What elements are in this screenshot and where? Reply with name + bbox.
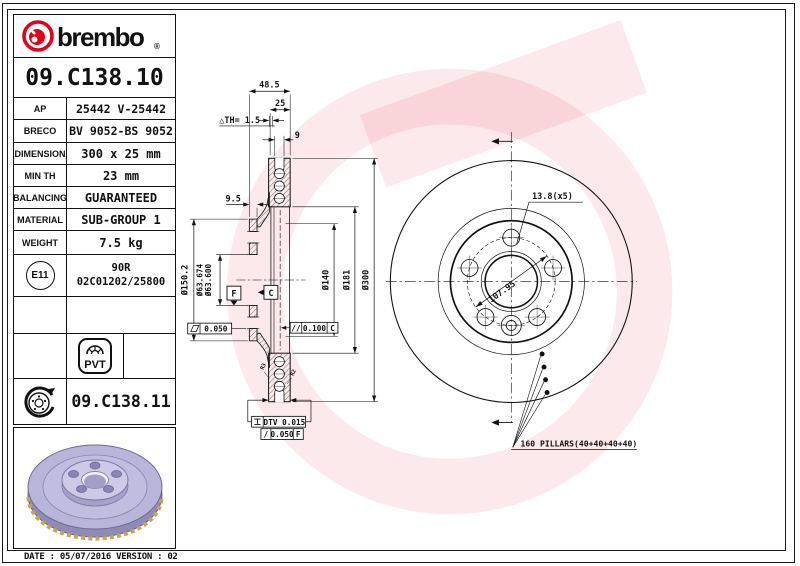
table-row-material <box>14 209 175 231</box>
brembo-watermark <box>255 20 647 486</box>
row-value: 25442 V-25442 <box>75 101 166 116</box>
row-value: GUARANTEED <box>84 190 158 205</box>
svg-text:PVT: PVT <box>84 359 106 371</box>
coated-disc-cell <box>14 379 67 424</box>
dim-wear-note: △TH= 1.5 <box>219 114 261 125</box>
row-label: AP <box>14 98 67 119</box>
svg-text:F: F <box>295 430 301 440</box>
dim-hole-dia: 13.8(x5) <box>532 191 573 202</box>
table-row-pvt <box>14 334 175 379</box>
technical-drawing <box>180 10 784 550</box>
dim-vane-width: 9 <box>294 130 300 141</box>
svg-text:C: C <box>268 287 274 298</box>
row-value: 300 x 25 mm <box>81 146 161 161</box>
coated-disc-icon <box>23 385 57 419</box>
row-value: 7.5 kg <box>99 235 143 250</box>
runout-callout <box>261 429 303 440</box>
dim-dia-band: Ø181 <box>341 269 352 291</box>
svg-text:0.050: 0.050 <box>204 324 228 334</box>
dim-pcd: 107.95 <box>486 278 518 305</box>
table-row-dimension <box>14 143 175 165</box>
table-row-breco <box>14 120 175 143</box>
row-label: DIMENSION <box>14 143 67 164</box>
spec-table <box>13 14 176 425</box>
row-label: MATERIAL <box>14 209 67 230</box>
row-label: MIN TH <box>14 165 67 186</box>
dim-dia-outer: Ø300 <box>360 269 371 291</box>
registered-mark: ® <box>153 42 160 51</box>
svg-text:F: F <box>231 288 237 299</box>
brembo-logo-icon <box>16 16 174 56</box>
e11-mark: E11 <box>26 261 55 290</box>
parallelism-symbol: // <box>291 323 301 333</box>
dim-thickness: 25 <box>275 97 286 108</box>
row-value: SUB-GROUP 1 <box>81 212 161 227</box>
fillet-label-right: R2 <box>289 368 298 378</box>
table-row-weight <box>14 231 175 255</box>
pvt-icon <box>77 337 113 375</box>
row-value: 23 mm <box>102 168 140 183</box>
table-row-min-th <box>14 165 175 187</box>
dim-bore-max: Ø63.674 <box>195 263 205 297</box>
part-number: 09.C138.10 <box>14 58 175 98</box>
table-row-empty <box>14 297 175 334</box>
table-row-balancing <box>14 187 175 209</box>
svg-text:DTV 0.015: DTV 0.015 <box>263 417 306 427</box>
pillars-note: 160 PILLARS(40+40+40+40) <box>520 438 638 449</box>
date-version-line: DATE : 05/07/2016 VERSION : 02 <box>24 552 178 562</box>
runout-symbol: / <box>263 430 269 440</box>
disc-photo-box <box>13 427 176 549</box>
section-arrow-bottom <box>491 419 499 425</box>
row-label: BRECO <box>14 120 67 142</box>
dim-overall-width: 48.5 <box>259 79 280 90</box>
table-row-approval <box>14 255 175 297</box>
coated-variant-number: 09.C138.11 <box>71 392 171 411</box>
svg-text:0.100: 0.100 <box>302 323 327 333</box>
hat-plate <box>249 219 257 231</box>
dim-dia-inner: Ø140 <box>320 269 331 291</box>
dim-hat-thickness: 9.5 <box>225 193 241 204</box>
svg-text:0.050: 0.050 <box>270 430 294 440</box>
approval-value: 90R 02C01202/25800 <box>76 261 166 288</box>
svg-text:brembo: brembo <box>56 22 143 52</box>
disc-photo <box>14 428 174 547</box>
row-label: WEIGHT <box>14 231 67 254</box>
brand-row <box>14 15 175 58</box>
fillet-label-left: R3 <box>259 362 268 371</box>
table-row-ap <box>14 98 175 120</box>
table-row-coated-variant <box>14 379 175 424</box>
svg-text:C: C <box>330 323 335 333</box>
pvt-cell <box>67 334 124 378</box>
row-label: BALANCING <box>14 187 67 208</box>
row-value: BV 9052-BS 9052 <box>69 124 173 138</box>
approval-mark-cell <box>14 255 67 296</box>
dim-hat-od: Ø150.2 <box>180 264 190 296</box>
dim-bore-min: Ø63.600 <box>203 263 213 297</box>
